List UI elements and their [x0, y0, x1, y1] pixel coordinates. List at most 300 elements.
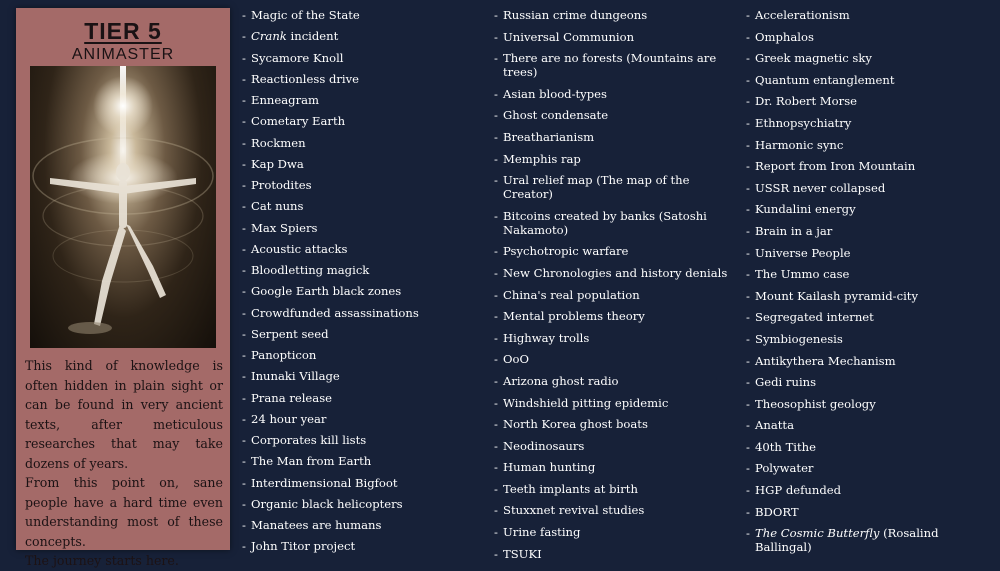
list-item-text	[251, 327, 329, 341]
list-item	[494, 152, 740, 166]
bullet-dash: -	[242, 199, 246, 214]
list-item-text	[755, 116, 851, 130]
list-item-label: Enneagram	[251, 93, 320, 107]
list-item	[494, 87, 740, 101]
list-item	[746, 418, 996, 432]
list-item-label: New Chronologies and history denials	[503, 265, 728, 280]
list-item-text	[755, 51, 872, 65]
list-item	[746, 159, 996, 173]
list-item-text	[251, 391, 332, 405]
bullet-dash: -	[242, 29, 246, 44]
list-item	[494, 417, 740, 431]
list-item-text	[251, 178, 312, 192]
list-item-label: HGP defunded	[755, 483, 842, 498]
list-item	[494, 374, 740, 388]
topic-column-2	[494, 8, 740, 568]
bullet-dash: -	[242, 241, 246, 256]
list-item	[746, 397, 996, 411]
list-item-text	[251, 8, 360, 22]
list-item-label: Psychotropic warfare	[503, 244, 629, 259]
list-item-text	[503, 482, 638, 496]
list-item	[494, 439, 740, 453]
list-item-text	[251, 284, 401, 298]
list-item-label: Max Spiers	[251, 220, 318, 235]
bullet-dash: -	[746, 202, 750, 217]
list-item-label: Accelerationism	[755, 8, 850, 22]
list-item-label: 24 hour year	[251, 411, 327, 426]
bullet-dash: -	[494, 173, 498, 188]
list-item-label: Protodites	[251, 178, 312, 192]
list-item-label: There are no forests (Mountains are trees)	[503, 51, 717, 80]
list-item	[494, 8, 740, 22]
bullet-dash: -	[242, 50, 246, 65]
list-item-text	[755, 440, 816, 454]
list-item-text	[251, 348, 316, 362]
list-item-text	[503, 547, 542, 561]
list-item-text	[251, 51, 343, 65]
bullet-dash: -	[494, 86, 498, 101]
list-item	[746, 440, 996, 454]
list-item-text	[251, 306, 419, 320]
bullet-dash: -	[242, 496, 246, 511]
bullet-dash: -	[746, 439, 750, 454]
list-item-text	[755, 30, 814, 44]
bullet-dash: -	[242, 8, 246, 22]
list-item-label: incident	[286, 29, 339, 44]
list-item-label: Memphis rap	[503, 151, 581, 166]
tier-title: TIER 5	[84, 18, 162, 44]
list-item-label: Bitcoins created by banks (Satoshi Nakamoto)	[503, 208, 707, 237]
bullet-dash: -	[242, 305, 246, 320]
list-item	[494, 396, 740, 410]
list-item	[242, 72, 478, 86]
list-item-label: Cometary Earth	[251, 114, 346, 129]
list-item-text	[755, 289, 918, 303]
bullet-dash: -	[746, 310, 750, 325]
list-item	[746, 526, 996, 554]
list-item	[746, 246, 996, 260]
list-item	[242, 433, 478, 447]
list-item	[746, 94, 996, 108]
list-item-label: Symbiogenesis	[755, 331, 843, 346]
list-item-label: Polywater	[755, 461, 814, 476]
bullet-dash: -	[242, 93, 246, 107]
list-item-text	[503, 396, 668, 410]
list-item-label: Acoustic attacks	[251, 241, 348, 256]
list-item	[242, 51, 478, 65]
description-paragraph: This kind of knowledge is often hidden in plain sight or can be found in very ancient texts, after meticulous researches that may take dozens of years.	[25, 358, 223, 471]
list-item-label: Gedi ruins	[755, 375, 817, 390]
list-item-label: North Korea ghost boats	[503, 417, 648, 432]
list-item	[494, 108, 740, 122]
list-item	[242, 391, 478, 405]
list-item-text	[251, 93, 319, 107]
list-item	[494, 244, 740, 258]
bullet-dash: -	[242, 518, 246, 532]
bullet-dash: -	[494, 29, 498, 44]
list-item-label: The Man from Earth	[251, 454, 372, 469]
list-item-text	[755, 375, 816, 389]
bullet-dash: -	[494, 395, 498, 410]
bullet-dash: -	[746, 72, 750, 87]
list-item	[494, 331, 740, 345]
list-item-text	[503, 288, 640, 302]
bullet-dash: -	[242, 263, 246, 277]
tier-subtitle: ANIMASTER	[71, 46, 175, 63]
list-item-text	[251, 539, 355, 553]
list-item	[242, 199, 478, 213]
list-item-italic: The Cosmic Butterfly	[755, 526, 880, 541]
bullet-dash: -	[494, 460, 498, 475]
list-item	[242, 454, 478, 468]
list-item-label: Urine fasting	[503, 525, 581, 540]
list-item-text	[503, 417, 648, 431]
list-item-text	[503, 374, 619, 388]
list-item-label: Ghost condensate	[503, 108, 609, 123]
bullet-dash: -	[242, 454, 246, 469]
bullet-dash: -	[242, 433, 246, 447]
list-item-text	[251, 72, 359, 86]
list-item-text	[503, 352, 529, 366]
bullet-dash: -	[494, 265, 498, 280]
list-item	[746, 505, 996, 519]
list-item-label: Brain in a jar	[755, 223, 833, 238]
bullet-dash: -	[242, 135, 246, 150]
bullet-dash: -	[746, 245, 750, 260]
bullet-dash: -	[746, 353, 750, 368]
list-item-text	[503, 87, 607, 101]
list-item-label: Neodinosaurs	[503, 438, 585, 453]
list-item	[746, 51, 996, 65]
list-item-text	[251, 157, 304, 171]
list-item-text	[251, 114, 345, 128]
list-item	[494, 288, 740, 302]
list-item-text	[503, 439, 584, 453]
list-item	[746, 289, 996, 303]
list-item-label: Serpent seed	[251, 326, 329, 341]
bullet-dash: -	[746, 115, 750, 130]
list-item-text	[755, 8, 850, 22]
list-item-label: Antikythera Mechanism	[755, 353, 896, 368]
list-item-label: Quantum entanglement	[755, 72, 895, 87]
bullet-dash: -	[746, 180, 750, 195]
list-item-text	[755, 181, 885, 195]
list-item-text	[755, 310, 874, 324]
description-paragraph: The journey starts here.	[25, 553, 179, 568]
bullet-dash: -	[494, 525, 498, 540]
list-item-label: USSR never collapsed	[755, 180, 886, 195]
list-item	[746, 224, 996, 238]
list-item-label: Bloodletting magick	[251, 263, 370, 277]
bullet-dash: -	[494, 330, 498, 345]
list-item-text	[251, 221, 317, 235]
list-item-label: Ethnopsychiatry	[755, 115, 852, 130]
list-item-label: TSUKI	[503, 546, 542, 561]
bullet-dash: -	[242, 348, 246, 362]
list-item	[242, 263, 478, 277]
bullet-dash: -	[242, 475, 246, 490]
list-item-label: Panopticon	[251, 348, 317, 362]
list-item	[494, 30, 740, 44]
bullet-dash: -	[242, 71, 246, 86]
bullet-dash: -	[494, 129, 498, 144]
list-item	[242, 242, 478, 256]
list-item-text	[755, 73, 895, 87]
bullet-dash: -	[494, 481, 498, 496]
bullet-dash: -	[746, 223, 750, 238]
list-item-text	[251, 454, 371, 468]
list-item-label: Sycamore Knoll	[251, 50, 344, 65]
bullet-dash: -	[494, 438, 498, 453]
bullet-dash: -	[494, 309, 498, 324]
list-item-label: Manatees are humans	[251, 518, 382, 532]
list-item	[746, 354, 996, 368]
tier-panel	[16, 8, 230, 568]
list-item	[494, 460, 740, 474]
bullet-dash: -	[494, 51, 498, 66]
bullet-dash: -	[494, 244, 498, 259]
list-item	[494, 130, 740, 144]
list-item-label: 40th Tithe	[755, 439, 816, 454]
list-item-label: Segregated internet	[755, 310, 874, 325]
list-item-label: Highway trolls	[503, 330, 590, 345]
list-item-text	[251, 263, 369, 277]
topic-column-1	[242, 8, 478, 561]
list-item	[494, 503, 740, 517]
list-item	[242, 178, 478, 192]
list-item-label: Universal Communion	[503, 29, 635, 44]
list-item-text	[755, 483, 841, 497]
list-item-text	[755, 246, 851, 260]
list-item	[746, 181, 996, 195]
list-item-text	[503, 8, 647, 22]
list-item	[494, 482, 740, 496]
list-item-text	[755, 224, 832, 238]
bullet-dash: -	[746, 94, 750, 109]
list-item-italic: Crank	[251, 29, 287, 44]
list-item-label: Dr. Robert Morse	[755, 94, 858, 109]
list-item	[242, 284, 478, 298]
description-paragraph: From this point on, sane people have a hard time even understanding most of these concepts.	[25, 475, 223, 549]
list-item-text	[251, 136, 306, 150]
bullet-dash: -	[746, 267, 750, 282]
list-item	[746, 375, 996, 389]
bullet-dash: -	[494, 287, 498, 302]
list-item-label: Universe People	[755, 245, 851, 260]
list-item-text	[503, 244, 628, 258]
list-item	[494, 209, 740, 237]
list-item	[242, 8, 478, 22]
bullet-dash: -	[746, 159, 750, 174]
list-item-text	[251, 199, 303, 213]
list-item-text	[251, 518, 381, 532]
list-item	[746, 116, 996, 130]
list-item	[494, 173, 740, 201]
list-item	[494, 51, 740, 79]
list-item	[494, 309, 740, 323]
list-item-label: BDORT	[755, 504, 799, 519]
list-item-label: Organic black helicopters	[251, 496, 403, 511]
list-item-label: Crowdfunded assassinations	[251, 305, 419, 320]
bullet-dash: -	[746, 526, 750, 541]
list-item-label: Theosophist geology	[755, 396, 876, 411]
list-item-text	[503, 152, 581, 166]
bullet-dash: -	[242, 178, 246, 192]
bullet-dash: -	[242, 411, 246, 426]
list-item	[242, 221, 478, 235]
list-item-text	[755, 332, 843, 346]
bullet-dash: -	[746, 331, 750, 346]
topic-column-3	[746, 8, 996, 562]
bullet-dash: -	[746, 483, 750, 498]
list-item	[242, 348, 478, 362]
list-item	[242, 136, 478, 150]
list-item	[746, 461, 996, 475]
bullet-dash: -	[746, 51, 750, 66]
list-item-label: Mount Kailash pyramid-city	[755, 288, 919, 303]
list-item	[242, 412, 478, 426]
list-item	[746, 73, 996, 87]
glowing-figure-illustration-icon	[30, 66, 216, 348]
bullet-dash: -	[242, 114, 246, 129]
list-item-label: Human hunting	[503, 460, 596, 475]
list-item-label: Harmonic sync	[755, 137, 844, 152]
list-item-label: Ural relief map (The map of the Creator)	[503, 173, 690, 202]
bullet-dash: -	[242, 390, 246, 405]
list-item-label: Anatta	[755, 418, 794, 433]
list-item-label: OoO	[503, 352, 529, 367]
list-item-text	[503, 108, 608, 122]
list-item-text	[251, 497, 403, 511]
list-item	[746, 310, 996, 324]
list-item-text	[503, 525, 580, 539]
list-item-label: Reactionless drive	[251, 71, 360, 86]
list-item	[242, 497, 478, 511]
bullet-dash: -	[746, 375, 750, 390]
list-item-label: Kap Dwa	[251, 156, 304, 171]
list-item-text	[251, 29, 338, 43]
list-item	[494, 547, 740, 561]
list-item-text	[251, 433, 366, 447]
list-item-text	[503, 331, 589, 345]
list-item-label: Russian crime dungeons	[503, 8, 648, 22]
bullet-dash: -	[746, 29, 750, 44]
list-item-text	[251, 412, 326, 426]
bullet-dash: -	[494, 503, 498, 518]
bullet-dash: -	[242, 220, 246, 235]
bullet-dash: -	[746, 288, 750, 303]
bullet-dash: -	[494, 208, 498, 223]
list-item	[242, 539, 478, 553]
list-item-text	[755, 397, 876, 411]
list-item-text	[251, 369, 340, 383]
list-item-label: Greek magnetic sky	[755, 51, 872, 66]
list-item-label: Cat nuns	[251, 199, 304, 214]
list-item	[242, 29, 478, 43]
list-item	[746, 8, 996, 22]
list-item-text	[251, 242, 347, 256]
list-item	[242, 157, 478, 171]
list-item	[242, 114, 478, 128]
list-item-text	[503, 30, 634, 44]
bullet-dash: -	[494, 546, 498, 561]
list-item-text	[755, 202, 856, 216]
list-item	[242, 327, 478, 341]
list-item	[242, 369, 478, 383]
list-item	[242, 476, 478, 490]
list-item-label: Breatharianism	[503, 129, 595, 144]
list-item-label: Magic of the State	[251, 8, 360, 22]
list-item	[746, 332, 996, 346]
bullet-dash: -	[746, 504, 750, 519]
bullet-dash: -	[494, 8, 498, 22]
list-item-label: Inunaki Village	[251, 369, 340, 384]
list-item-text	[755, 138, 843, 152]
list-item-label: Report from Iron Mountain	[755, 159, 916, 174]
list-item	[746, 267, 996, 281]
bullet-dash: -	[242, 369, 246, 384]
list-item-label: John Titor project	[251, 539, 356, 554]
list-item-label: Omphalos	[755, 29, 814, 44]
list-item	[746, 138, 996, 152]
list-item	[242, 93, 478, 107]
list-item	[242, 306, 478, 320]
list-item-label: Teeth implants at birth	[503, 481, 638, 496]
tier-description	[25, 356, 223, 571]
list-item-label: Windshield pitting epidemic	[503, 395, 669, 410]
list-item-label: Corporates kill lists	[251, 433, 367, 447]
list-item-text	[755, 526, 996, 554]
list-item-label: Asian blood-types	[503, 86, 607, 101]
list-item	[746, 483, 996, 497]
list-item-label: Google Earth black zones	[251, 284, 402, 299]
list-item-text	[755, 94, 857, 108]
list-item-text	[503, 460, 595, 474]
bullet-dash: -	[746, 8, 750, 22]
list-item-text	[755, 418, 794, 432]
bullet-dash: -	[494, 417, 498, 432]
bullet-dash: -	[494, 373, 498, 388]
bullet-dash: -	[494, 108, 498, 123]
bullet-dash: -	[242, 156, 246, 171]
list-item-text	[755, 159, 915, 173]
list-item-label: The Ummo case	[755, 267, 850, 282]
bullet-dash: -	[746, 461, 750, 476]
bullet-dash: -	[746, 418, 750, 433]
list-item-text	[503, 309, 645, 323]
list-item	[746, 30, 996, 44]
list-item-text	[503, 266, 727, 280]
list-item-label: Prana release	[251, 390, 333, 405]
bullet-dash: -	[494, 151, 498, 166]
list-item-text	[755, 267, 849, 281]
list-item-label: Mental problems theory	[503, 309, 645, 324]
list-item-text	[503, 173, 740, 201]
list-item-text	[755, 461, 813, 475]
list-item-label: Rockmen	[251, 135, 306, 150]
list-item-text	[755, 505, 799, 519]
list-item-label: Stuxxnet revival studies	[503, 503, 645, 518]
bullet-dash: -	[242, 284, 246, 299]
list-item-text	[755, 354, 896, 368]
bullet-dash: -	[746, 137, 750, 152]
bullet-dash: -	[242, 539, 246, 554]
list-item-label: Arizona ghost radio	[503, 373, 619, 388]
list-item-text	[251, 476, 398, 490]
bullet-dash: -	[746, 396, 750, 411]
list-item-label: (Rosalind Ballingal)	[755, 526, 939, 555]
list-item-label: Interdimensional Bigfoot	[251, 475, 398, 490]
